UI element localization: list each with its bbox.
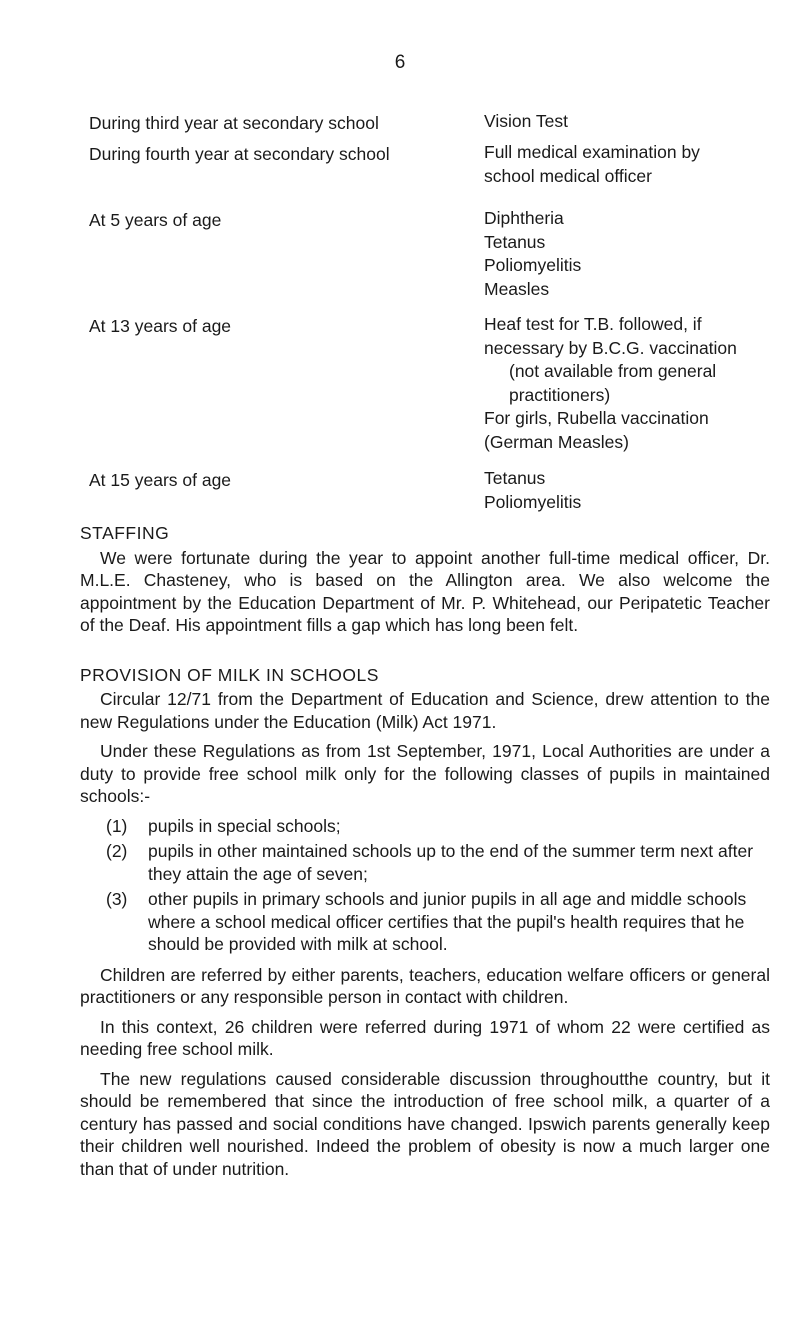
schedule-item: Vision Test [484,111,568,131]
schedule-row [89,313,779,467]
schedule-item: practitioners) [509,384,611,405]
schedule-item: Diphtheria [484,208,564,228]
milk-paragraph: In this context, 26 children were referred during 1971 of whom 22 were certified as needing free school milk. [80,1016,770,1059]
pupil-classes-list [106,815,770,956]
list-number: (2) [106,841,128,861]
section-heading-milk: PROVISION OF MILK IN SCHOOLS [80,664,379,685]
milk-paragraph: The new regulations caused considerable discussion throughoutthe country, but it should be remembered that since the introduction of free school milk, a quarter of a century has passed and social conditions have changed. Ipswich parents generally keep their children well nourished. Indeed the problem of obesity is now a much larger one than that of under nutrition. [80,1068,770,1179]
staffing-paragraph: We were fortunate during the year to appoint another full-time medical officer, Dr. M.L.E. Chasteney, who is based on the Allington area. We also welcome the appointment by the Education Department of Mr. P. Whitehead, our Peripatetic Teacher of the Deaf. His appointment fills a gap which has long been felt. [80,547,770,635]
schedule-item: Poliomyelitis [484,255,582,275]
schedule-row [89,110,779,141]
immunisation-schedule [89,110,779,521]
milk-paragraph: Circular 12/71 from the Department of Education and Science, drew attention to the new Regulations under the Education (Milk) Act 1971. [80,689,770,732]
schedule-age: During fourth year at secondary school [89,144,390,164]
schedule-item: (German Measles) [484,431,629,452]
list-item [106,840,770,885]
list-text: pupils in special schools; [148,815,341,836]
schedule-item: Tetanus [484,231,546,252]
schedule-item: school medical officer [484,165,652,186]
schedule-items [484,141,779,207]
list-item [106,815,770,838]
milk-paragraph: Children are referred by either parents, teachers, education welfare officers or general practitioners or any responsible person in contact with children. [80,964,770,1007]
schedule-row [89,207,779,313]
report-body [80,522,770,1187]
schedule-item: Poliomyelitis [484,491,582,512]
list-number: (1) [106,815,128,836]
list-text: pupils in other maintained schools up to the end of the summer term next after they attain the age of seven; [148,841,754,884]
schedule-row [89,467,779,521]
page-number: 6 [394,52,406,73]
schedule-items [484,207,779,313]
schedule-age: During third year at secondary school [89,113,379,133]
schedule-age: At 13 years of age [89,316,232,336]
schedule-items [484,313,779,467]
list-item [106,888,770,956]
list-number: (3) [106,889,128,909]
schedule-item: Full medical examination by [484,142,700,162]
schedule-item: Heaf test for T.B. followed, if [484,314,702,334]
milk-paragraph: Under these Regulations as from 1st September, 1971, Local Authorities are under a duty to provide free school milk only for the following classes of pupils in maintained schools:- [80,741,770,806]
schedule-items [484,110,779,141]
schedule-item: For girls, Rubella vaccination [484,408,709,428]
schedule-row [89,141,779,207]
list-text: other pupils in primary schools and junior pupils in all age and middle schools where a school medical officer certifies that the pupil's health requires that he should be provided with milk at school. [148,889,747,954]
schedule-age: At 5 years of age [89,210,222,230]
section-heading-staffing: STAFFING [80,523,170,543]
schedule-item: Tetanus [484,468,546,488]
schedule-age: At 15 years of age [89,470,232,490]
schedule-item: (not available from general [509,361,717,381]
schedule-items [484,467,779,521]
schedule-item: Measles [484,278,550,299]
schedule-item: necessary by B.C.G. vaccination [484,337,737,358]
